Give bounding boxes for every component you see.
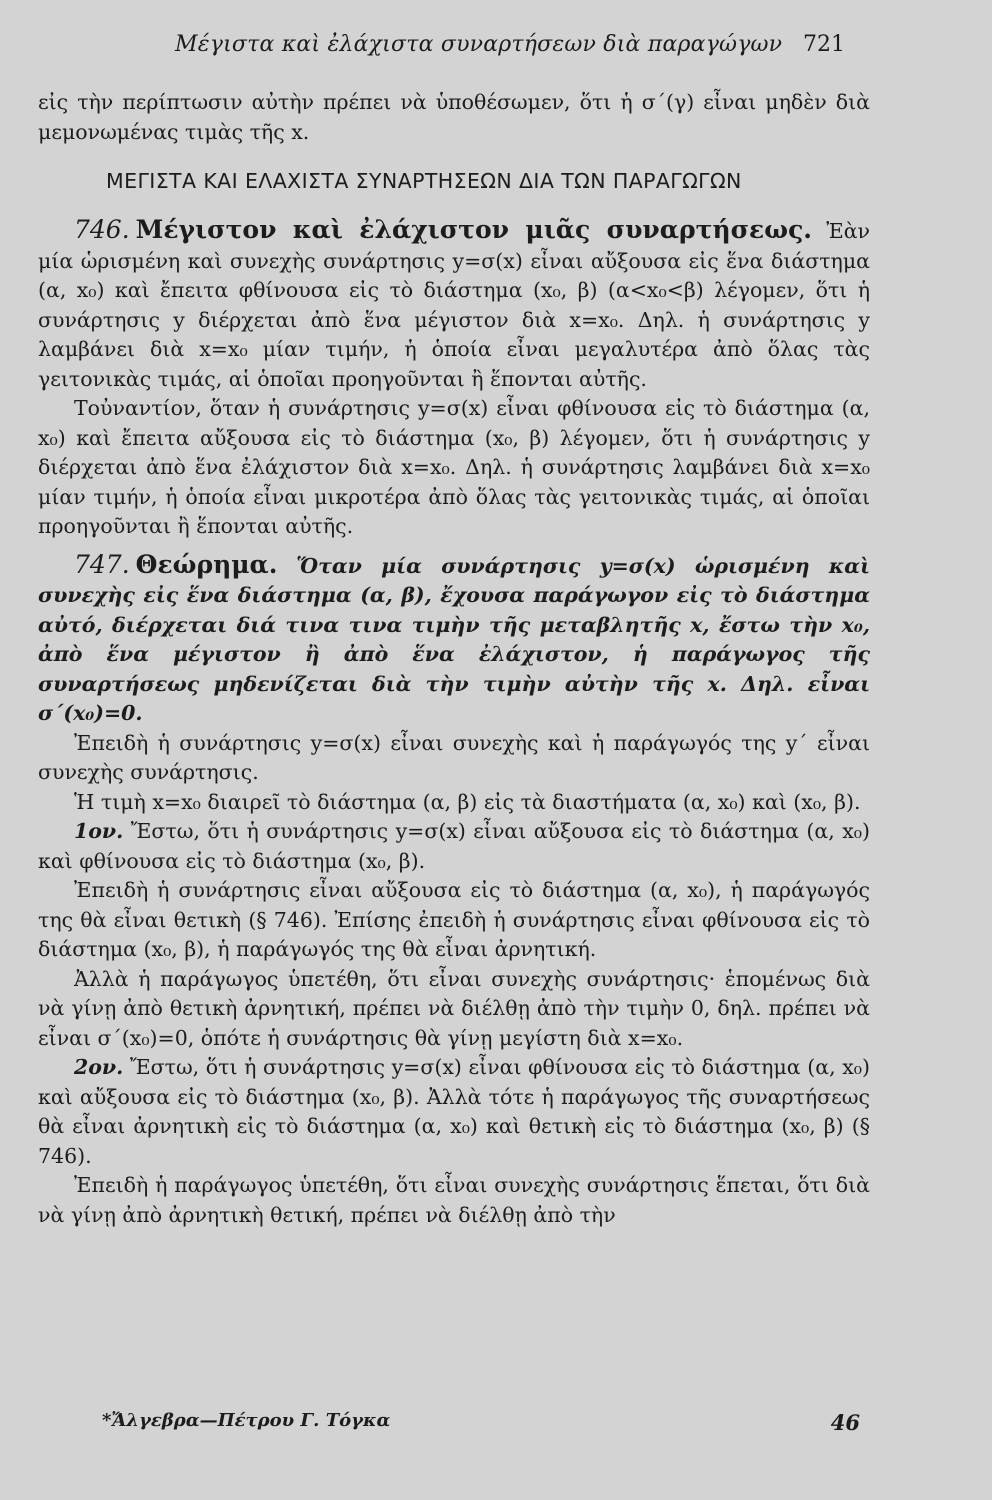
proof-since3-paragraph: Ἐπειδὴ ἡ παράγωγος ὑπετέθη, ὅτι εἶναι συνεχὴς συνάρτησις ἕπεται, ὅτι διὰ νὰ γίνῃ ἀπὸ ἀρνητικὴ θετική, πρέπει νὰ διέλθῃ ἀπὸ τὴν	[38, 1173, 870, 1227]
case-1-paragraph	[38, 817, 870, 876]
section-747-number: 747.	[74, 549, 130, 579]
page-footer	[102, 1410, 860, 1438]
page-body	[38, 88, 870, 1230]
case-2-paragraph	[38, 1053, 870, 1171]
chapter-heading: ΜΕΓΙΣΤΑ ΚΑΙ ΕΛΑΧΙΣΤΑ ΣΥΝΑΡΤΗΣΕΩΝ ΔΙΑ ΤΩΝ ΠΑΡΑΓΩΓΩΝ	[106, 169, 742, 193]
section-747	[38, 550, 870, 729]
section-746-text: Ἐὰν μία ὡρισμένη καὶ συνεχὴς συνάρτησις y=σ(x) εἶναι αὔξουσα εἰς ἕνα διάστημα (α, x₀) καὶ ἔπειτα φθίνουσα εἰς τὸ διάστημα (x₀, β) (α<x₀<β) λέγομεν, ὅτι ἡ συνάρτησις y διέρχεται ἀπὸ ἕνα μέγιστον διὰ x=x₀. Δηλ. ἡ συνάρτησις y λαμβάνει διὰ x=x₀ μίαν τιμήν, ἡ ὁποία εἶναι μεγαλυτέρα ἀπὸ ὅλας τὰς γειτονικὰς τιμάς, αἱ ὁποῖαι προηγοῦνται ἢ ἕπονται αὐτῆς.	[38, 219, 870, 391]
section-746	[38, 215, 870, 394]
section-747-title: Θεώρημα.	[135, 549, 278, 579]
section-746-number: 746.	[74, 215, 130, 244]
case-1-text: Ἔστω, ὅτι ἡ συνάρτησις y=σ(x) εἶναι αὔξουσα εἰς τὸ διάστημα (α, x₀) καὶ φθίνουσα εἰς τὸ διάστημα (x₀, β).	[38, 819, 870, 873]
section-746-title: Μέγιστον καὶ ἐλάχιστον μιᾶς συναρτήσεως.	[135, 215, 812, 244]
case-1-label: 1ον.	[74, 819, 124, 843]
proof-since-paragraph: Ἐπειδὴ ἡ συνάρτησις y=σ(x) εἶναι συνεχὴς καὶ ἡ παράγωγός της y΄ εἶναι συνεχὴς συνάρτησις.	[38, 730, 870, 784]
page-number: 721	[803, 32, 845, 57]
theorem-statement: Ὅταν μία συνάρτησις y=σ(x) ὡρισμένη καὶ συνεχὴς εἰς ἕνα διάστημα (α, β), ἔχουσα παράγωγον εἰς τὸ διάστημα αὐτό, διέρχεται διά τινα τινα τιμὴν τῆς μεταβλητῆς x, ἔστω τὴν x₀, ἀπὸ ἕνα μέγιστον ἢ ἀπὸ ἕνα ἐλάχιστον, ἡ παράγωγος τῆς συναρτήσεως μηδενίζεται διὰ τὴν τιμὴν αὐτὴν τῆς x. Δηλ. εἶναι σ΄(x₀)=0.	[38, 553, 870, 725]
page-header	[175, 32, 845, 62]
running-title: Μέγιστα καὶ ἐλάχιστα συναρτήσεων διὰ παραγώγων	[175, 32, 783, 57]
signature-mark: 46	[830, 1410, 860, 1435]
case-2-label: 2ον.	[74, 1055, 124, 1079]
proof-value-paragraph: Ἡ τιμὴ x=x₀ διαιρεῖ τὸ διάστημα (α, β) εἰς τὰ διαστήματα (α, x₀) καὶ (x₀, β).	[74, 789, 861, 814]
case-2-text: Ἔστω, ὅτι ἡ συνάρτησις y=σ(x) εἶναι φθίνουσα εἰς τὸ διάστημα (α, x₀) καὶ αὔξουσα εἰς τὸ διάστημα (x₀, β). Ἀλλὰ τότε ἡ παράγωγος τῆς συναρτήσεως θὰ εἶναι ἀρνητικὴ εἰς τὸ διάστημα (α, x₀) καὶ θετικὴ εἰς τὸ διάστημα (x₀, β) (§ 746).	[38, 1055, 870, 1168]
contrary-paragraph: Τοὐναντίον, ὅταν ἡ συνάρτησις y=σ(x) εἶναι φθίνουσα εἰς τὸ διάστημα (α, x₀) καὶ ἔπειτα αὔξουσα εἰς τὸ διάστημα (x₀, β) λέγομεν, ὅτι ἡ συνάρτησις y διέρχεται ἀπὸ ἕνα ἐλάχιστον διὰ x=x₀. Δηλ. ἡ συνάρτησις λαμβάνει διὰ x=x₀ μίαν τιμήν, ἡ ὁποία εἶναι μικροτέρα ἀπὸ ὅλας τὰς γειτονικὰς τιμάς, αἱ ὁποῖαι προηγοῦνται ἢ ἕπονται αὐτῆς.	[38, 396, 870, 538]
intro-paragraph: εἰς τὴν περίπτωσιν αὐτὴν πρέπει νὰ ὑποθέσωμεν, ὅτι ἡ σ΄(γ) εἶναι μηδὲν διὰ μεμονωμένας τιμὰς τῆς x.	[38, 90, 870, 144]
proof-since2-paragraph: Ἐπειδὴ ἡ συνάρτησις εἶναι αὔξουσα εἰς τὸ διάστημα (α, x₀), ἡ παράγωγός της θὰ εἶναι θετικὴ (§ 746). Ἐπίσης ἐπειδὴ ἡ συνάρτησις εἶναι φθίνουσα εἰς τὸ διάστημα (x₀, β), ἡ παράγωγός της θὰ εἶναι ἀρνητική.	[38, 878, 870, 961]
book-credit: *Ἄλγεβρα—Πέτρου Γ. Τόγκα	[102, 1410, 391, 1431]
proof-but-paragraph: Ἀλλὰ ἡ παράγωγος ὑπετέθη, ὅτι εἶναι συνεχὴς συνάρτησις· ἑπομένως διὰ νὰ γίνῃ ἀπὸ θετικὴ ἀρνητική, πρέπει νὰ διέλθῃ ἀπὸ τὴν τιμὴν 0, δηλ. πρέπει νὰ εἶναι σ΄(x₀)=0, ὁπότε ἡ συνάρτησις θὰ γίνῃ μεγίστη διὰ x=x₀.	[38, 966, 870, 1050]
